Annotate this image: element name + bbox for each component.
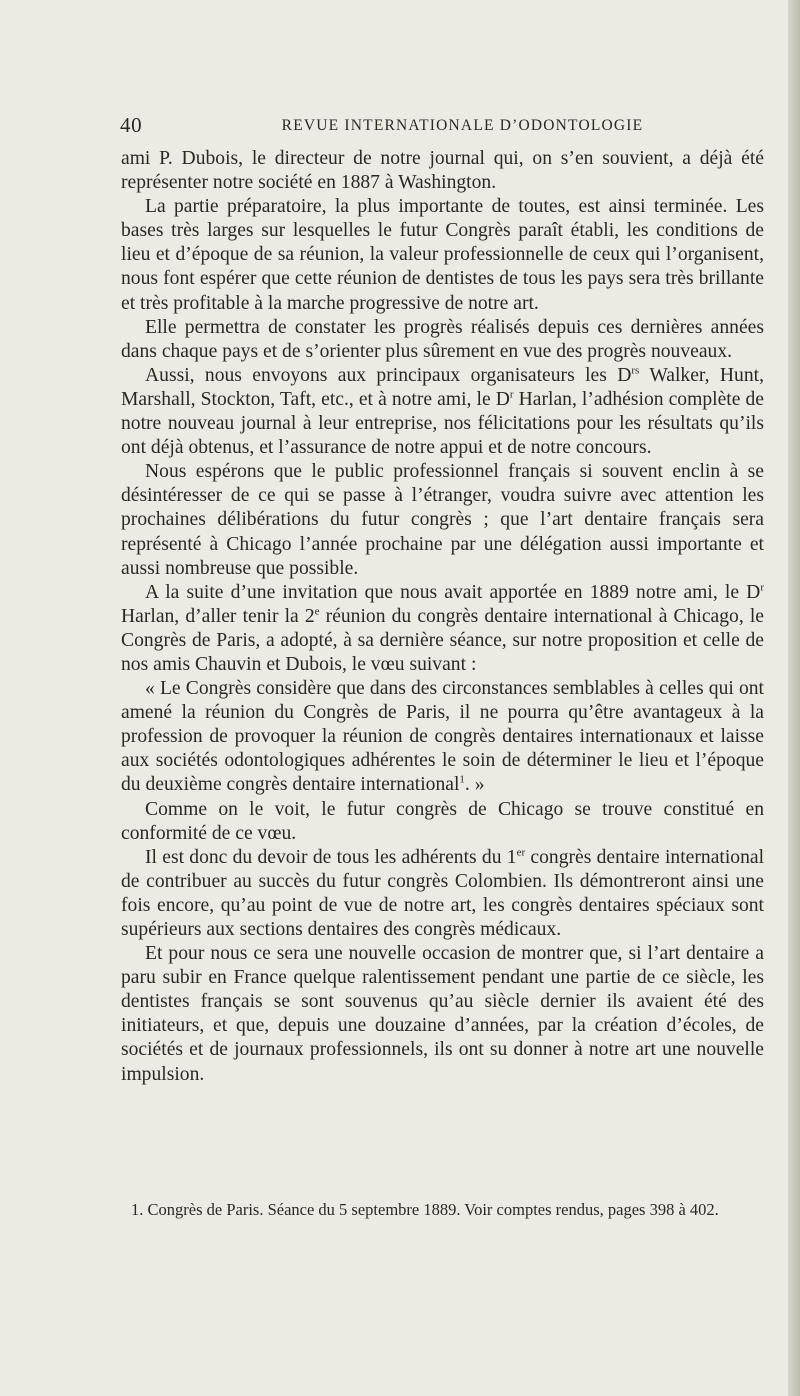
paragraph-10: Et pour nous ce sera une nouvelle occasion de montrer que, si l’art dentaire a paru subir en France quelque ralentissement pendant une partie de ce siècle, les dentistes français se sont souvenus qu’au siècle dernier ils avaient été des initiateurs, et que, depuis une douzaine d’années, par la création d’écoles, de sociétés et de journaux professionnels, ils ont su donner à notre art une nouvelle impulsion. <box>121 943 764 1085</box>
quotation-paragraph <box>121 677 764 797</box>
superscript: rs <box>631 364 640 377</box>
paragraph-9-part-a: Il est donc du devoir de tous les adhérents du 1 <box>145 846 517 868</box>
running-title: REVUE INTERNATIONALE D’ODONTOLOGIE <box>281 117 644 134</box>
footnote-text: 1. Congrès de Paris. Séance du 5 septembre 1889. Voir comptes rendus, pages 398 à 402. <box>131 1200 719 1219</box>
paragraph-6-part-a: A la suite d’une invitation que nous avait apportée en 1889 notre ami, le D <box>145 581 761 603</box>
paragraph-1: ami P. Dubois, le directeur de notre journal qui, on s’en souvient, a déjà été représenter notre société en 1887 à Washington. <box>121 148 764 194</box>
paragraph-4 <box>121 364 764 460</box>
paragraph-6-part-c: réunion du congrès dentaire international à Chicago, le Congrès de Paris, a adopté, à sa dernière séance, sur notre proposition et celle de nos amis Chauvin et Dubois, le vœu suivant : <box>121 605 765 675</box>
page-header <box>120 113 765 143</box>
paragraph-3: Elle permettra de constater les progrès réalisés depuis ces dernières années dans chaque pays et de s’orienter plus sûrement en vue des progrès nouveaux. <box>121 316 764 362</box>
paragraph-9-part-b: congrès dentaire international de contribuer au succès du futur congrès Colombien. Ils démontreront ainsi une fois encore, qu’au point de vue de notre art, les congrès dentaires spéciaux sont supérieurs aux sections dentaires des congrès médicaux. <box>121 846 765 940</box>
quotation-part-b: . » <box>464 774 485 796</box>
paragraph-6-part-b: Harlan, d’aller tenir la 2 <box>121 605 315 627</box>
footnote-reference: 1 <box>459 773 465 786</box>
page-number: 40 <box>120 113 143 137</box>
paragraph-6 <box>121 581 764 677</box>
page-edge <box>788 0 800 1396</box>
article-body <box>121 147 764 1087</box>
superscript: e <box>314 605 320 618</box>
quotation-part-a: « Le Congrès considère que dans des circonstances semblables à celles qui ont amené la réunion du Congrès de Paris, il ne pourra qu’être avantageux à la profession de provoquer la réunion de congrès dentaires internationaux et laisse aux sociétés odontologiques adhérentes le soin de déterminer le lieu et l’époque du deuxième congrès dentaire international <box>121 678 764 796</box>
paragraph-4-part-c: Harlan, l’adhésion complète de notre nouveau journal à leur entreprise, nos félicitations pour les résultats qu’ils ont déjà obtenus, et l’assurance de notre appui et de notre concours. <box>121 388 764 459</box>
footnote <box>121 1200 764 1219</box>
paragraph-5: Nous espérons que le public professionnel français si souvent enclin à se désintéresser de ce qui se passe à l’étranger, voudra suivre avec attention les prochaines délibérations du futur congrès ; que l’art dentaire français sera représenté à Chicago l’année prochaine par une délégation aussi importante et aussi nombreuse que possible. <box>121 461 764 579</box>
superscript: r <box>509 388 514 401</box>
paragraph-2: La partie préparatoire, la plus importante de toutes, est ainsi terminée. Les bases très larges sur lesquelles le futur Congrès paraît établi, les conditions de lieu et d’époque de sa réunion, la valeur professionnelle de ceux qui l’organisent, nous font espérer que cette réunion de dentistes de tous les pays sera très brillante et très profitable à la marche progressive de notre art. <box>121 196 764 314</box>
paragraph-9 <box>121 846 764 942</box>
superscript: er <box>516 846 526 859</box>
paragraph-4-part-a: Aussi, nous envoyons aux principaux organisateurs les D <box>145 364 632 386</box>
paragraph-4-part-b: Walker, Hunt, Marshall, Stockton, Taft, etc., et à notre ami, le D <box>121 364 764 410</box>
superscript: r <box>760 581 764 594</box>
paragraph-8: Comme on le voit, le futur congrès de Chicago se trouve constitué en conformité de ce vœu. <box>121 798 764 844</box>
